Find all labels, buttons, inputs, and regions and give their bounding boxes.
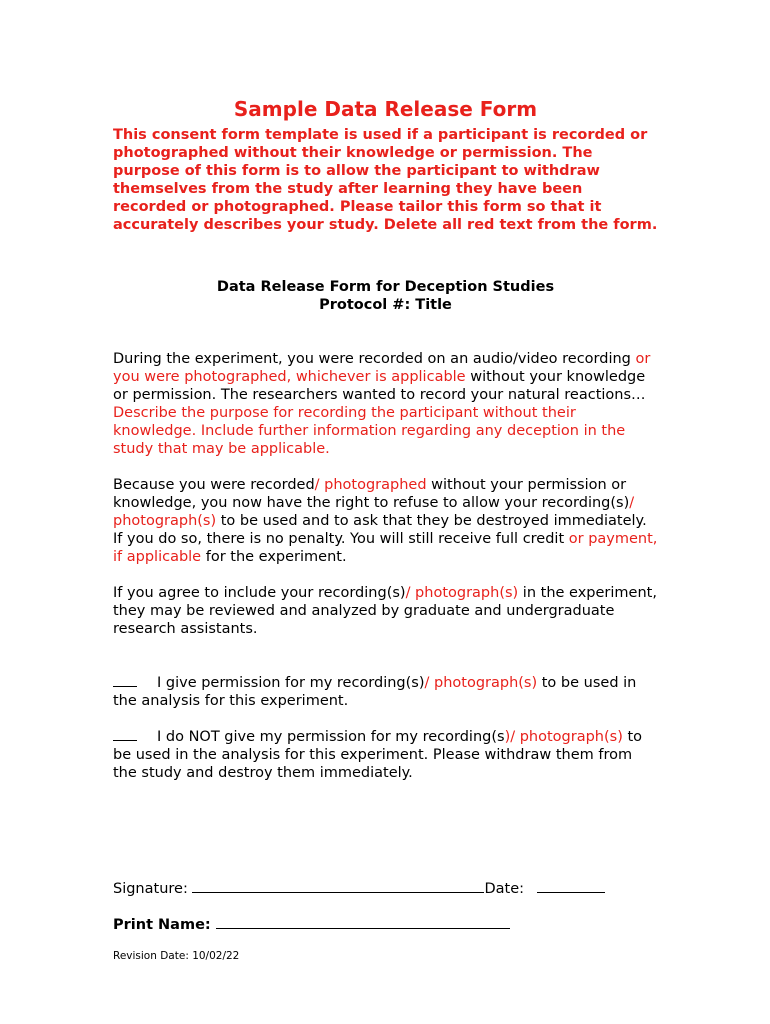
deny-permission-blank[interactable] xyxy=(113,728,137,741)
give-permission-blank[interactable] xyxy=(113,674,137,687)
signature-row xyxy=(113,878,605,898)
red-text-run: / photographed xyxy=(314,477,427,493)
form-heading-protocol: Protocol #: Title xyxy=(319,297,452,313)
date-line[interactable] xyxy=(537,878,605,893)
paragraph-recording-disclosure xyxy=(113,350,658,458)
red-text-run: / photograph(s) xyxy=(113,495,635,529)
text-run: to be used in the analysis for this experiment. xyxy=(113,675,637,709)
text-run: I do NOT give my permission for my recording(s xyxy=(157,729,505,745)
page-title: Sample Data Release Form xyxy=(233,97,538,121)
red-text-run: Describe the purpose for recording the participant without their knowledge. Include further information regarding any deception in the study that may be applicable. xyxy=(113,405,626,457)
option-deny-permission xyxy=(113,728,658,782)
text-run: Because you were recorded xyxy=(113,477,315,493)
form-heading-title: Data Release Form for Deception Studies xyxy=(216,279,555,295)
print-name-line[interactable] xyxy=(216,914,510,929)
text-run: to be used in the analysis for this experiment. Please withdraw them from the study and destroy them immediately. xyxy=(113,729,643,781)
red-text-run: )/ photograph(s) xyxy=(504,729,623,745)
text-run: If you agree to include your recording(s) xyxy=(113,585,406,601)
text-run: to be used and to ask that they be destroyed immediately. If you do so, there is no penalty. You will still receive full credit xyxy=(113,513,647,547)
document-body xyxy=(113,96,658,782)
form-heading xyxy=(113,278,658,314)
red-text-run: or you were photographed, whichever is applicable xyxy=(113,351,651,385)
paragraph-right-to-refuse xyxy=(113,476,658,566)
text-run: without your permission or knowledge, you now have the right to refuse to allow your recording(s) xyxy=(113,477,630,511)
text-run: for the experiment. xyxy=(201,549,347,565)
print-name-label: Print Name: xyxy=(113,917,216,933)
text-run: I give permission for my recording(s) xyxy=(157,675,425,691)
revision-date: Revision Date: 10/02/22 xyxy=(113,950,240,962)
signature-label: Signature: xyxy=(113,881,193,897)
text-run: without your knowledge or permission. The researchers wanted to record your natural reactions… xyxy=(113,369,646,403)
paragraph-agreement-info xyxy=(113,584,658,638)
signature-line[interactable] xyxy=(192,878,484,893)
red-text-run: or payment, if applicable xyxy=(113,531,658,565)
text-run: During the experiment, you were recorded on an audio/video recording xyxy=(113,351,636,367)
print-name-row xyxy=(113,914,510,934)
date-label: Date: xyxy=(484,881,529,897)
red-text-run: / photograph(s) xyxy=(424,675,538,691)
red-text-run: / photograph(s) xyxy=(405,585,519,601)
text-run: in the experiment, they may be reviewed and analyzed by graduate and undergraduate research assistants. xyxy=(113,585,657,637)
template-instructions: This consent form template is used if a participant is recorded or photographed without their knowledge or permission. The purpose of this form is to allow the participant to withdraw themselves from the study after learning they have been recorded or photographed. Please tailor this form so that it accurately describes your study. Delete all red text from the form. xyxy=(113,127,658,233)
option-give-permission xyxy=(113,674,658,710)
